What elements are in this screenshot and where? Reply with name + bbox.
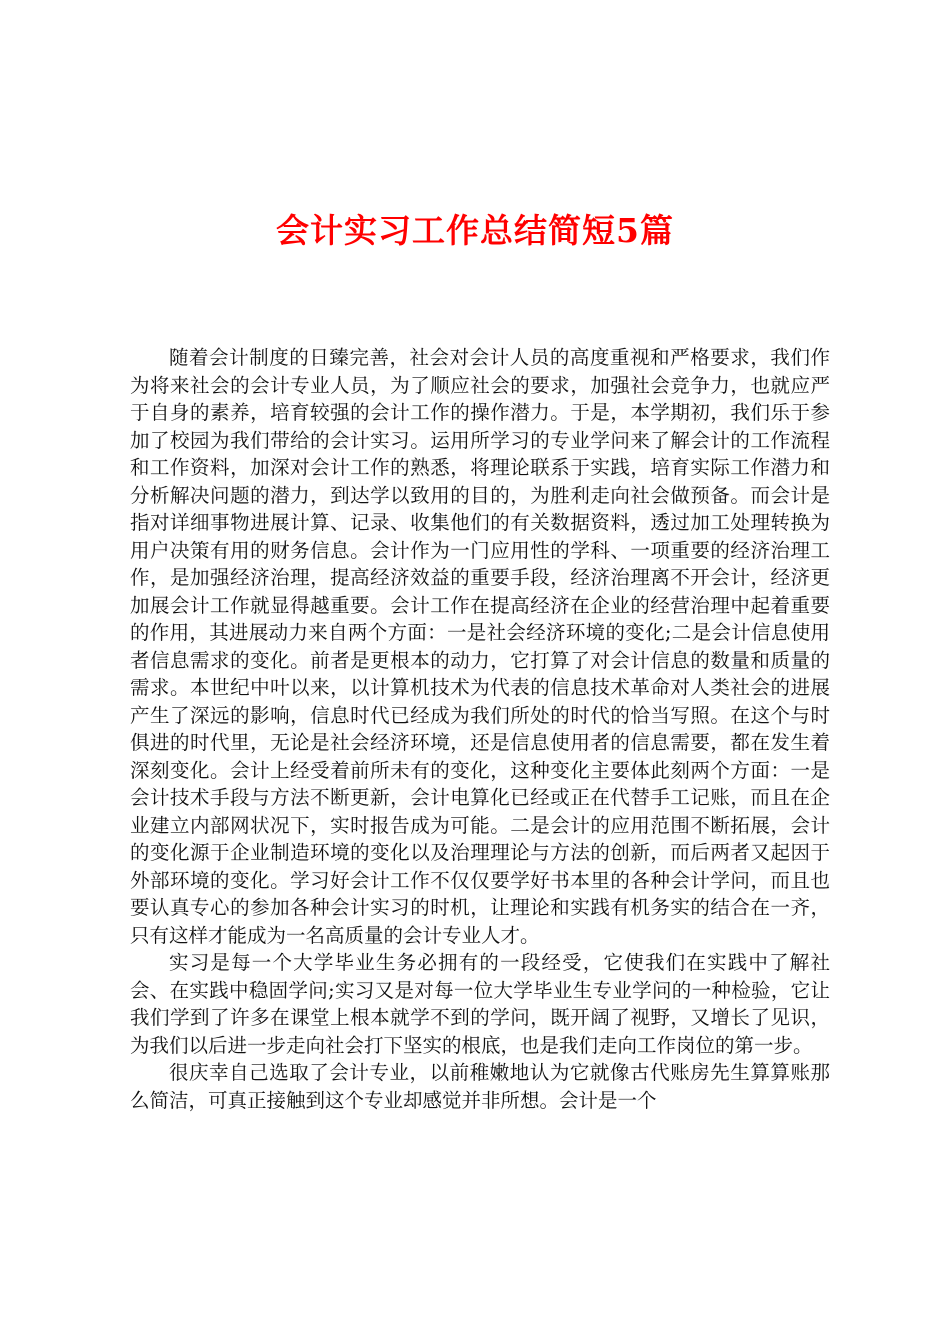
document-body [130, 344, 830, 1114]
document-title: 会计实习工作总结简短5篇 [276, 211, 674, 250]
paragraph: 实习是每一个大学毕业生务必拥有的一段经受，它使我们在实践中了解社会、在实践中稳固学问;实习又是对每一位大学毕业生专业学问的一种检验，它让我们学到了许多在课堂上根本就学不到的学问，既开阔了视野，又增长了见识，为我们以后进一步走向社会打下坚实的根底，也是我们走向工作岗位的第一步。 [130, 951, 830, 1057]
paragraph: 很庆幸自己选取了会计专业，以前稚嫩地认为它就像古代账房先生算算账那么简洁，可真正接触到这个专业却感觉并非所想。会计是一个 [130, 1061, 830, 1112]
paragraph: 随着会计制度的日臻完善，社会对会计人员的高度重视和严格要求，我们作为将来社会的会计专业人员，为了顺应社会的要求，加强社会竞争力，也就应严于自身的素养，培育较强的会计工作的操作潜力。于是，本学期初，我们乐于参加了校园为我们带给的会计实习。运用所学习的专业学问来了解会计的工作流程和工作资料，加深对会计工作的熟悉，将理论联系于实践，培育实际工作潜力和分析解决问题的潜力，到达学以致用的目的，为胜利走向社会做预备。而会计是指对详细事物进展计算、记录、收集他们的有关数据资料，透过加工处理转换为用户决策有用的财务信息。会计作为一门应用性的学科、一项重要的经济治理工作，是加强经济治理，提高经济效益的重要手段，经济治理离不开会计，经济更加展会计工作就显得越重要。会计工作在提高经济在企业的经营治理中起着重要的作用，其进展动力来自两个方面：一是社会经济环境的变化;二是会计信息使用者信息需求的变化。前者是更根本的动力，它打算了对会计信息的数量和质量的需求。本世纪中叶以来，以计算机技术为代表的信息技术革命对人类社会的进展产生了深远的影响，信息时代已经成为我们所处的时代的恰当写照。在这个与时俱进的时代里，无论是社会经济环境，还是信息使用者的信息需要，都在发生着深刻变化。会计上经受着前所未有的变化，这种变化主要体此刻两个方面：一是会计技术手段与方法不断更新，会计电算化已经或正在代替手工记账，而且在企业建立内部网状况下，实时报告成为可能。二是会计的应用范围不断拓展，会计的变化源于企业制造环境的变化以及治理理论与方法的创新，而后两者又起因于外部环境的变化。学习好会计工作不仅仅要学好书本里的各种会计学问，而且也要认真专心的参加各种会计实习的时机，让理论和实践有机务实的结合在一齐，只有这样才能成为一名高质量的会计专业人才。 [130, 346, 830, 947]
